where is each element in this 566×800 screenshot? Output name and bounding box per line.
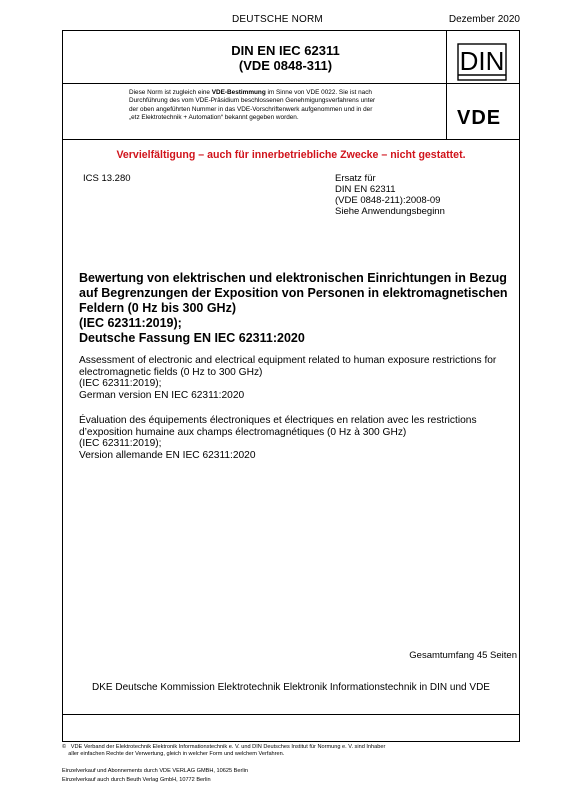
replacement-line: DIN EN 62311: [335, 184, 396, 195]
title-line: German version EN IEC 62311:2020: [79, 389, 245, 401]
issue-date: Dezember 2020: [448, 14, 520, 25]
vde-note: [129, 89, 441, 123]
logo-column-divider: [446, 31, 447, 139]
copyright-line: aller einfachen Rechte der Verwertung, gleich in welcher Form und welchem Verfahren.: [62, 751, 285, 757]
replacement-line: (VDE 0848-211):2008-09: [335, 195, 441, 206]
title-line: Feldern (0 Hz bis 300 GHz): [79, 301, 236, 315]
din-logo: [457, 43, 507, 81]
title-line: Version allemande EN IEC 62311:2020: [79, 449, 256, 461]
vde-note-text: „etz Elektrotechnik + Automation“ bekannt gegeben worden.: [129, 114, 299, 122]
din-logo-text: DIN: [459, 46, 505, 76]
divider: [63, 83, 519, 84]
copyright-line: © VDE Verband der Elektrotechnik Elektronik Informationstechnik e. V. und DIN Deutsches Institut für Normung e. V. sind Inhaber: [62, 744, 386, 750]
total-pages: Gesamtumfang 45 Seiten: [409, 650, 517, 661]
title-line: Évaluation des équipements électroniques et électriques en relation avec les restrictions: [79, 415, 477, 426]
title-line: electromagnetic fields (0 Hz to 300 GHz): [79, 366, 263, 378]
cover-frame: [62, 30, 520, 742]
title-line: d’exposition humaine aux champs électromagnétiques (0 Hz à 300 GHz): [79, 426, 407, 438]
title-german: [79, 271, 509, 346]
title-line: (IEC 62311:2019);: [79, 438, 162, 450]
standard-number: [134, 43, 437, 73]
vde-note-text: im Sinne von VDE 0022. Sie ist nach: [265, 89, 372, 96]
sales-line: Einzelverkauf und Abonnements durch VDE VERLAG GMBH, 10625 Berlin: [62, 768, 248, 774]
divider: [63, 714, 519, 715]
document-type: DEUTSCHE NORM: [232, 14, 323, 25]
title-line: auf Begrenzungen der Exposition von Personen in elektromagnetischen: [79, 286, 508, 300]
divider: [63, 139, 519, 140]
standard-number-vde: (VDE 0848-311): [238, 58, 333, 73]
ics-code: ICS 13.280: [83, 173, 131, 184]
copyright-note: [62, 744, 522, 758]
title-line: (IEC 62311:2019);: [79, 316, 182, 330]
title-french: [79, 415, 519, 461]
title-line: Deutsche Fassung EN IEC 62311:2020: [79, 331, 305, 345]
replacement-info: [335, 173, 445, 217]
sales-line: Einzelverkauf auch durch Beuth Verlag GmbH, 10772 Berlin: [62, 776, 211, 783]
copy-warning: Vervielfältigung – auch für innerbetriebliche Zwecke – nicht gestattet.: [116, 149, 466, 161]
title-line: Bewertung von elektrischen und elektronischen Einrichtungen in Bezug: [79, 271, 507, 285]
title-english: [79, 355, 519, 401]
standard-number-din: DIN EN IEC 62311: [231, 43, 340, 58]
dke-line: DKE Deutsche Kommission Elektrotechnik Elektronik Informationstechnik in DIN und VDE: [92, 682, 490, 693]
vde-note-text: der oben angeführten Nummer in das VDE-Vorschriftenwerk aufgenommen und in der: [129, 105, 373, 113]
vde-note-text: Diese Norm ist zugleich eine: [129, 89, 212, 96]
vde-note-text: Durchführung des vom VDE-Präsidium beschlossenen Genehmigungsverfahrens unter: [129, 97, 376, 105]
replacement-line: Ersatz für: [335, 173, 376, 184]
replacement-line: Siehe Anwendungsbeginn: [335, 206, 445, 217]
title-line: Assessment of electronic and electrical equipment related to human exposure restrictions for: [79, 355, 497, 366]
sales-info: [62, 767, 522, 784]
vde-note-bold: VDE-Bestimmung: [211, 89, 266, 96]
title-line: (IEC 62311:2019);: [79, 378, 162, 390]
vde-logo: VDE: [457, 107, 502, 129]
